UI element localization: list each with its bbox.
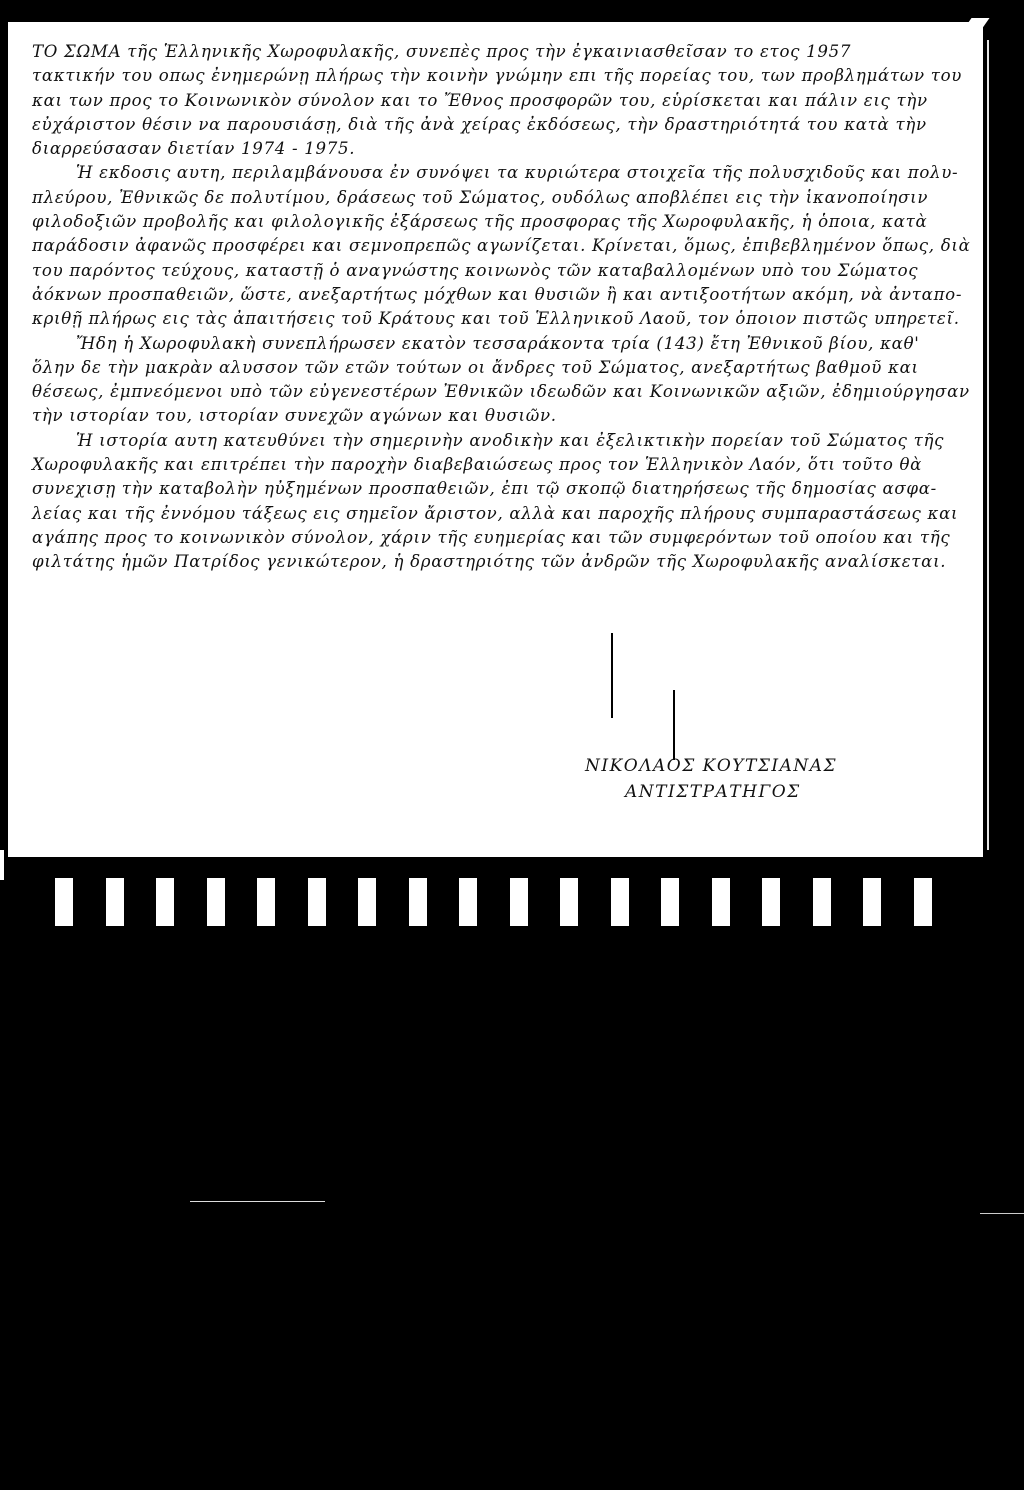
- text-line: πλεύρου, Ἐθνικῶς δε πολυτίμου, δράσεως τοῦ Σώματος, ουδόλως αποβλέπει εις τὴν ἱκανοποίησιν: [32, 187, 929, 207]
- text-panel: [8, 22, 983, 857]
- bottom-rule: [190, 1201, 325, 1202]
- text-line: παράδοσιν ἀφανῶς προσφέρει και σεμνοπρεπῶς αγωνίζεται. Κρίνεται, ὅμως, ἐπιβεβλημένον ὅπως, διὰ: [32, 236, 971, 256]
- text-line: θέσεως, ἐμπνεόμενοι υπὸ τῶν εὐγενεστέρων Ἐθνικῶν ιδεωδῶν και Κοινωνικῶν αξιῶν, ἐδημιούργησαν: [32, 382, 970, 402]
- signature-stroke: [673, 690, 675, 760]
- decorative-block-row: [55, 878, 965, 926]
- text-line: κριθῇ πλήρως εις τὰς ἀπαιτήσεις τοῦ Κράτους και τοῦ Ἑλληνικοῦ Λαοῦ, τον ὁποιον πιστῶς υπηρετεῖ.: [32, 309, 960, 329]
- signatory-name: ΝΙΚΟΛΑΟΣ ΚΟΥΤΣΙΑΝΑΣ: [585, 756, 838, 776]
- document-body: [32, 40, 971, 575]
- decorative-block: [459, 878, 477, 926]
- signature-stroke: [611, 633, 613, 718]
- text-line: ἀόκνων προσπαθειῶν, ὥστε, ανεξαρτήτως μόχθων και θυσιῶν ἢ και αντιξοοτήτων ακόμη, νὰ ἀνταπο-: [32, 284, 963, 304]
- text-line: Ἡ εκδοσις αυτη, περιλαμβάνουσα ἐν συνόψει τα κυριώτερα στοιχεῖα τῆς πολυσχιδοῦς και πολυ-: [76, 163, 959, 183]
- text-line: λείας και τῆς ἐννόμου τάξεως εις σημεῖον ἄριστον, αλλὰ και παροχῆς πλήρους συμπαραστάσεως και: [32, 503, 959, 523]
- decorative-block: [510, 878, 528, 926]
- text-line: συνεχισῃ τὴν καταβολὴν ηὐξημένων προσπαθειῶν, ἐπι τῷ σκοπῷ διατηρήσεως τῆς δημοσίας ασφα-: [32, 479, 937, 499]
- decorative-block: [358, 878, 376, 926]
- decorative-block: [207, 878, 225, 926]
- text-line: ΤΟ ΣΩΜΑ τῆς Ἑλληνικῆς Χωροφυλακῆς, συνεπὲς προς τὴν ἐγκαινιασθεῖσαν το ετος 1957: [32, 42, 852, 61]
- panel-corner: [964, 18, 989, 28]
- text-line: αγάπης προς το κοινωνικὸν σύνολον, χάριν τῆς ευημερίας και τῶν συμφερόντων τοῦ οποίου και τῆς: [32, 527, 951, 547]
- text-line: του παρόντος τεύχους, καταστῇ ὁ αναγνώστης κοινωνὸς τῶν καταβαλλομένων υπὸ του Σώματος: [32, 260, 919, 280]
- text-line: διαρρεύσασαν διετίαν 1974 - 1975.: [32, 139, 356, 159]
- decorative-block: [611, 878, 629, 926]
- decorative-block: [560, 878, 578, 926]
- decorative-block: [813, 878, 831, 926]
- text-line: φιλτάτης ἡμῶν Πατρίδος γενικώτερον, ἡ δραστηριότης τῶν ἀνδρῶν τῆς Χωροφυλακῆς αναλίσκεται.: [32, 552, 947, 572]
- text-line: Χωροφυλακῆς και επιτρέπει τὴν παροχὴν διαβεβαιώσεως προς τον Ἑλληνικὸν Λαόν, ὅτι τοῦτο θὰ: [32, 455, 923, 475]
- left-edge-mark: [0, 850, 4, 880]
- decorative-block: [156, 878, 174, 926]
- decorative-block: [308, 878, 326, 926]
- decorative-block: [762, 878, 780, 926]
- text-line: ὅλην δε τὴν μακρὰν αλυσσον τῶν ετῶν τούτων οι ἄνδρες τοῦ Σώματος, ανεξαρτήτως βαθμοῦ και: [32, 357, 919, 377]
- edge-rule: [980, 1213, 1024, 1214]
- decorative-block: [863, 878, 881, 926]
- text-line: εὐχάριστον θέσιν να παρουσιάσῃ, διὰ τῆς ἀνὰ χείρας ἐκδόσεως, τὴν δραστηριότητά του κατὰ τὴν: [32, 114, 927, 134]
- text-line: τὴν ιστορίαν του, ιστορίαν συνεχῶν αγώνων και θυσιῶν.: [32, 406, 557, 426]
- decorative-block: [914, 878, 932, 926]
- text-line: και των προς το Κοινωνικὸν σύνολον και το Ἔθνος προσφορῶν του, εὑρίσκεται και πάλιν εις τὴν: [32, 90, 928, 110]
- text-line: Ἤδη ἡ Χωροφυλακὴ συνεπλήρωσεν εκατὸν τεσσαράκοντα τρία (143) ἔτη Ἐθνικοῦ βίου, καθ': [76, 333, 920, 353]
- decorative-block: [712, 878, 730, 926]
- decorative-block: [55, 878, 73, 926]
- text-line: τακτικήν του οπως ἐνημερώνῃ πλήρως τὴν κοινὴν γνώμην επι τῆς πορείας του, των προβλημάτων του: [32, 66, 963, 86]
- decorative-block: [409, 878, 427, 926]
- decorative-block: [257, 878, 275, 926]
- decorative-block: [106, 878, 124, 926]
- decorative-block: [661, 878, 679, 926]
- right-border-line: [987, 40, 989, 850]
- text-line: φιλοδοξιῶν προβολῆς και φιλολογικῆς ἐξάρσεως τῆς προσφορας τῆς Χωροφυλακῆς, ἡ ὁποια, κατὰ: [32, 212, 928, 232]
- signatory-rank: ΑΝΤΙΣΤΡΑΤΗΓΟΣ: [625, 782, 801, 802]
- text-line: Ἡ ιστορία αυτη κατευθύνει τὴν σημερινὴν ανοδικὴν και ἐξελικτικὴν πορείαν τοῦ Σώματος τῆς: [76, 430, 945, 450]
